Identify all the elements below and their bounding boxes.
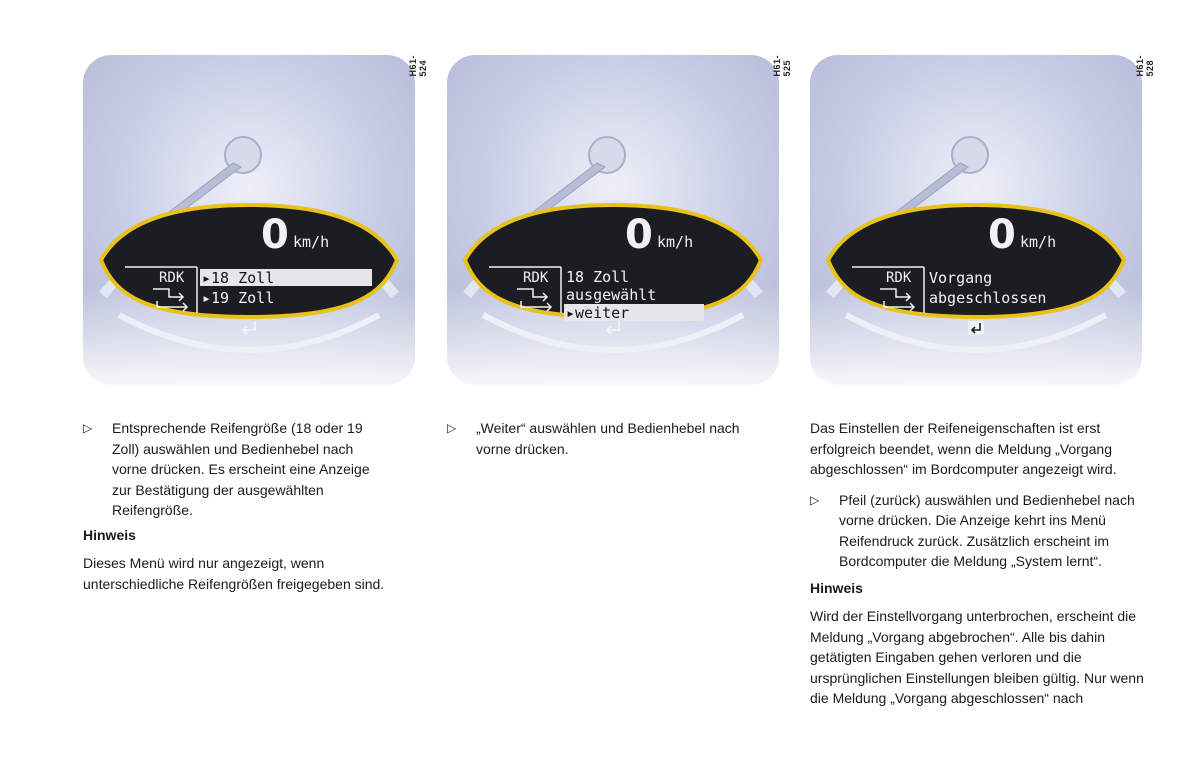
intro-text: Das Einstellen der Reifeneigenschaften ist erst erfolgreich beendet, wenn die Meldung „Vorgang abgeschlossen“ im Bordcomputer angezeigt wird. <box>810 420 1117 477</box>
rdk-label: RDK <box>159 270 185 286</box>
rdk-label: RDK <box>523 270 549 286</box>
cluster-display-illustration-2 <box>447 55 779 385</box>
menu-line: Vorgang <box>929 269 993 287</box>
menu-line: ▸19 Zoll <box>202 289 275 307</box>
instruction-bullet <box>447 418 757 459</box>
bullet-marker-icon: ▷ <box>83 421 93 435</box>
note-heading: Hinweis <box>83 526 136 543</box>
rdk-label: RDK <box>886 270 912 286</box>
figure-code: H61-525 <box>772 55 792 77</box>
speed-unit: km/h <box>657 233 694 251</box>
figure-tire-size-select <box>83 55 415 385</box>
speed-unit: km/h <box>1020 233 1057 251</box>
figure-process-complete <box>810 55 1142 385</box>
figure-tire-size-confirm <box>447 55 779 385</box>
note-text: Wird der Einstellvorgang unterbrochen, erscheint die Meldung „Vorgang abgebrochen“. Alle bis dahin getätigten Eingaben gehen verloren und die ursprünglichen Einstellungen bleiben gültig. Nur wenn die Meldung „Vorgang abgeschlossen“ nach <box>810 608 1144 706</box>
menu-line: ▸weiter <box>566 304 630 322</box>
figure-code: H61-528 <box>1135 55 1155 77</box>
speed-value: 0 <box>988 212 1016 258</box>
back-arrow-selected-icon <box>968 321 984 334</box>
cluster-display-illustration-1 <box>83 55 415 385</box>
speed-value: 0 <box>625 212 653 258</box>
bullet-marker-icon: ▷ <box>447 421 457 435</box>
instruction-bullet <box>810 490 1150 572</box>
bullet-marker-icon: ▷ <box>810 492 820 507</box>
menu-line: ausgewählt <box>566 286 657 304</box>
cluster-display-illustration-3 <box>810 55 1142 385</box>
speed-unit: km/h <box>293 233 330 251</box>
menu-line: abgeschlossen <box>929 289 1047 307</box>
menu-line: ▸18 Zoll <box>202 269 275 287</box>
figure-code: H61-524 <box>408 55 428 77</box>
note-heading: Hinweis <box>810 579 863 596</box>
instruction-text: Entsprechende Reifengröße (18 oder 19 Zoll) auswählen und Bedienhebel nach vorne drücken. Es erscheint eine Anzeige zur Bestätigung der ausgewählten Reifengröße. <box>112 420 370 518</box>
note-text: Dieses Menü wird nur angezeigt, wenn unterschiedliche Reifengrößen freigegeben sind. <box>83 555 385 592</box>
menu-line: 18 Zoll <box>566 268 630 286</box>
speed-value: 0 <box>261 212 289 258</box>
instruction-bullet <box>83 418 383 521</box>
instruction-text: Pfeil (zurück) auswählen und Bedienhebel nach vorne drücken. Die Anzeige kehrt ins Menü Reifendruck zurück. Zusätzlich erscheint im Bordcomputer die Meldung „System lernt“. <box>839 491 1135 569</box>
instruction-text: „Weiter“ auswählen und Bedienhebel nach vorne drücken. <box>476 420 740 457</box>
